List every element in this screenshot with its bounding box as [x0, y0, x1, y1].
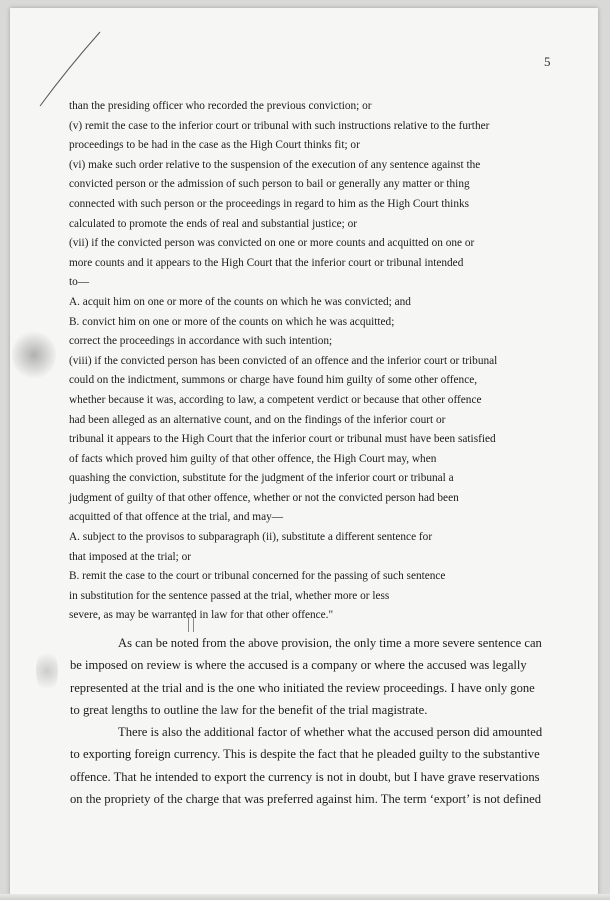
quote-line: judgment of guilty of that other offence, whether or not the convicted person had been: [69, 491, 459, 504]
quote-line: B. convict him on one or more of the counts on which he was acquitted;: [69, 315, 395, 328]
quote-line: (viii) if the convicted person has been convicted of an offence and the inferior court or tribunal: [69, 354, 498, 367]
document-page: [10, 8, 598, 896]
quote-line: (vii) if the convicted person was convicted on one or more counts and acquitted on one or: [69, 237, 475, 250]
scanner-edge: [0, 894, 610, 900]
body-line: to great lengths to outline the law for the benefit of the trial magistrate.: [70, 702, 428, 717]
punch-hole-mark: [36, 648, 58, 694]
quote-line: of facts which proved him guilty of that other offence, the High Court may, when: [69, 452, 437, 465]
body-line: to exporting foreign currency. This is despite the fact that he pleaded guilty to the substantive: [70, 747, 540, 762]
quote-line: A. subject to the provisos to subparagraph (ii), substitute a different sentence for: [69, 531, 433, 544]
pen-stroke-mark: [38, 28, 108, 108]
body-line: be imposed on review is where the accused is a company or where the accused was legally: [70, 658, 527, 673]
quote-line: more counts and it appears to the High Court that the inferior court or tribunal intended: [69, 256, 464, 269]
body-line: represented at the trial and is the one who initiated the review proceedings. I have only gone: [70, 680, 535, 695]
quote-line: B. remit the case to the court or tribunal concerned for the passing of such sentence: [69, 570, 446, 583]
punch-hole-mark: [12, 330, 56, 380]
quote-line: acquitted of that offence at the trial, and may—: [69, 511, 284, 524]
quote-line: had been alleged as an alternative count, and on the findings of the inferior court or: [69, 413, 446, 426]
quote-line: proceedings to be had in the case as the High Court thinks fit; or: [69, 139, 360, 152]
quote-line: severe, as may be warranted in law for that other offence.": [69, 609, 334, 622]
quote-line: than the presiding officer who recorded the previous conviction; or: [69, 100, 372, 112]
quote-line: in substitution for the sentence passed at the trial, whether more or less: [69, 589, 390, 602]
quote-line: calculated to promote the ends of real and substantial justice; or: [69, 217, 357, 230]
quote-line: (v) remit the case to the inferior court or tribunal with such instructions relative to the further: [69, 119, 490, 132]
body-line: There is also the additional factor of whether what the accused person did amounted: [118, 725, 543, 740]
body-line: on the propriety of the charge that was preferred against him. The term ‘export’ is not defined: [70, 792, 542, 807]
quote-line: connected with such person or the proceedings in regard to him as the High Court thinks: [69, 197, 470, 210]
quote-line: correct the proceedings in accordance with such intention;: [69, 335, 333, 348]
body-line: As can be noted from the above provision, the only time a more severe sentence can: [118, 636, 542, 650]
quote-line: (vi) make such order relative to the suspension of the execution of any sentence against the: [69, 158, 481, 171]
quote-line: whether because it was, according to law, a competent verdict or because that other offence: [69, 393, 482, 406]
quote-line: quashing the conviction, substitute for the judgment of the inferior court or tribunal a: [69, 472, 454, 485]
quote-line: to—: [69, 276, 90, 289]
page-number: 5: [544, 54, 551, 69]
quote-line: tribunal it appears to the High Court that the inferior court or tribunal must have been satisfied: [69, 433, 496, 446]
quote-line: that imposed at the trial; or: [69, 550, 192, 563]
quoted-provision: [69, 97, 509, 626]
quote-line: could on the indictment, summons or charge have found him guilty of some other offence,: [69, 374, 478, 387]
judgment-body: [70, 632, 550, 810]
body-line: offence. That he intended to export the currency is not in doubt, but I have grave reservations: [70, 769, 540, 784]
quote-line: A. acquit him on one or more of the counts on which he was convicted; and: [69, 295, 411, 308]
quote-line: convicted person or the admission of such person to bail or generally any matter or thing: [69, 178, 470, 191]
